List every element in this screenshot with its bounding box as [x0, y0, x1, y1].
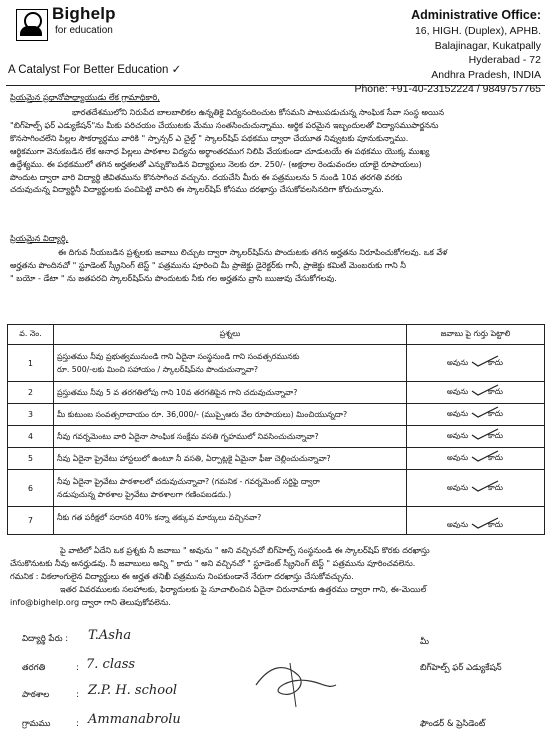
- answer-cell[interactable]: [407, 404, 545, 426]
- school-value[interactable]: Z.P. H. school: [88, 683, 178, 698]
- office-line: 16, HIGH. (Duplex), APHB.: [414, 25, 541, 37]
- text-line: అర్హతను పొందినచో " స్టూడెంట్ స్క్రీనింగ్ టెస్ట్ " పత్రమును పూరించి మీ ప్రాజెక్టు డైరెక్టర్‌కు గానీ, ప్రాజెక్టు కమిటీ మెంబరుకు గాని నీ: [10, 259, 406, 270]
- yes-option[interactable]: అవును: [446, 357, 469, 367]
- table-row: [8, 382, 545, 404]
- text-line: పై వాటిలో ఏదేని ఒక ప్రశ్నకు నీ జవాబు " అవును " అని వచ్చినచో బిగ్‌హెల్ప్ సంస్థనుండి ఈ స్కాలర్‌షిప్ కొరకు దరఖాస్తు: [60, 545, 430, 555]
- brand-subtitle: for education: [55, 25, 113, 36]
- table-row: [8, 448, 545, 470]
- tick-mark-icon: [470, 406, 500, 418]
- col-header-number: వ. నెం.: [8, 325, 54, 345]
- no-option-checked[interactable]: [478, 409, 514, 420]
- col-header-question: ప్రశ్నలు: [54, 325, 407, 345]
- question-text: ప్రస్తుతము నీవు 5 వ తరగతిలోపు గాని 10వ తరగతిపైన గాని చదువుచున్నావా?: [54, 382, 407, 404]
- question-line: నీవు ఏదైనా ప్రైవేటు పాఠశాలలో చదువుచున్నావా? (గమనిక - గవర్నమెంట్ సర్టిఫై ద్వారా: [57, 477, 320, 486]
- question-line: ప్రస్తుతము నీవు ప్రభుత్వమునుండి గాని ఏదైనా సంస్థనుండి గాని సంవత్సరమునకు: [57, 352, 300, 361]
- office-line: Hyderabad - 72: [468, 54, 541, 66]
- yes-option[interactable]: అవును: [446, 387, 469, 396]
- table-header-row: [8, 325, 545, 345]
- office-phone: Phone: +91-40-23152224 / 9849757765: [354, 83, 541, 95]
- tick-mark-icon: [470, 428, 500, 440]
- paragraph-1: [10, 106, 540, 196]
- text-line: ఆర్థికముగా వెనుకబడిన లేక అనాధ పిల్లలు పాఠశాల విద్యను అర్థాంతరముగ నిలిపి వేయకుండా చూడుటయే ఈ పథకము యొక్క ముఖ్య: [10, 145, 430, 156]
- text-line: "బిగ్‌హెల్ప్ ఫర్ ఎడ్యుకేషన్"ను మీకు పరిచయం చేయుటకు మేము సంతసించుచున్నాము. ఆర్థిక పరమైన ఇబ్బందులతో విద్యాసముపార్జనను: [10, 119, 439, 130]
- question-text: [54, 345, 407, 382]
- tick-mark-icon: [470, 480, 500, 492]
- office-title: Administrative Office:: [411, 8, 541, 22]
- question-text: నీవు ఏదైనా ప్రైవేటు హాస్టలులో ఉంటూ నీ వసతి, ఏర్పాట్లకై ఏమైనా ఫీజు చెల్లించుచున్నావా?: [54, 448, 407, 470]
- question-line: నడుపుచున్న పాఠశాల ప్రైవేటు పాఠశాలగా గణింపబడదు.): [57, 490, 232, 499]
- answer-cell[interactable]: [407, 382, 545, 404]
- text-line: " బయో - డేటా " ను జతపరచి స్కాలర్‌షిప్‌ను పొందుటకు నీకు గల అర్హతను వ్రాసి ఋజువు చేసుకోగలవు.: [10, 272, 337, 283]
- row-number: 6: [8, 470, 54, 507]
- brand-name: Bighelp: [52, 4, 116, 23]
- village-label: గ్రామము: [22, 719, 51, 729]
- row-number: 2: [8, 382, 54, 404]
- class-label: తరగతి: [22, 663, 46, 673]
- question-line: రూ. 500/-లకు మించి సహాయం / స్కాలర్‌షిప్‌ను పొందుచున్నావా?: [57, 365, 259, 374]
- question-text: మీ కుటుంబ సంవత్సరాదాయం రూ. 36,000/- (ముప్పైఆరు వేల రూపాయలు) మించియున్నదా?: [54, 404, 407, 426]
- tick-mark-icon: [470, 517, 500, 529]
- office-line: Balajinagar, Kukatpally: [434, 39, 541, 52]
- no-label: కాదు: [488, 387, 503, 396]
- colon: :: [76, 663, 79, 673]
- bighelp-logo-icon: [16, 9, 48, 41]
- row-number: 1: [8, 345, 54, 382]
- no-option-checked[interactable]: [478, 431, 514, 442]
- instructions: [10, 544, 540, 609]
- answer-cell[interactable]: [407, 470, 545, 507]
- no-label: కాదు: [488, 453, 503, 462]
- office-line: Andhra Pradesh, INDIA: [431, 68, 541, 81]
- eligibility-table: [7, 324, 545, 535]
- no-label: కాదు: [488, 409, 503, 418]
- tagline: A Catalyst For Better Education ✓: [8, 64, 182, 76]
- no-option-checked[interactable]: [478, 520, 514, 531]
- text-line: ఈ దిగువ నీయబడిన ప్రశ్నలకు జవాబు లిచ్చుట ద్వారా స్కాలర్‌షిప్‌ను పొందుటకు తగిన అర్హతను నిరూపించుకోగలవు. ఒక వేళ: [58, 247, 448, 257]
- row-number: 3: [8, 404, 54, 426]
- question-text: నీవు గవర్నమెంటు వారి ఏదైనా సాంఘిక సంక్షేమ వసతి గృహములో నివసించుచున్నావా?: [54, 426, 407, 448]
- text-line: కొనసాగించలేని పిల్లల సౌకర్యార్థము వారికి " స్పాన్సర్ ఎ చైల్డ్ " స్కాలర్‌షిప్ పథకము ద్వారా చేయూత నివ్వుటకు పూనుకున్నాము.: [10, 132, 409, 143]
- paragraph-2: [10, 246, 540, 285]
- email-line: info@bighelp.org ద్వారా గాని తెలుపుకోవలెను.: [10, 596, 171, 607]
- no-option-checked[interactable]: [478, 387, 514, 398]
- text-line: భారతదేశములోని నిరుపేద బాలబాలికల ఉన్నతికై విద్యనందించుట కోసమని పాటుపడుచున్న సాంఘిక సేవా సంస్థ అయిన: [72, 107, 445, 117]
- row-number: 7: [8, 507, 54, 535]
- student-name-value[interactable]: T.Asha: [88, 628, 132, 643]
- yes-option[interactable]: అవును: [446, 482, 469, 492]
- yes-option[interactable]: అవును: [446, 431, 469, 440]
- table-row: [8, 345, 545, 382]
- question-text: [54, 470, 407, 507]
- salutation: ప్రియమైన ప్రధానోపాధ్యాయుడు లేక గ్రామాధికారి,: [10, 92, 160, 102]
- yes-option[interactable]: అవును: [446, 453, 469, 462]
- colon: :: [76, 719, 79, 729]
- tick-mark-icon: [470, 450, 500, 462]
- school-label: పాఠశాల: [22, 690, 50, 700]
- answer-cell[interactable]: [407, 507, 545, 535]
- signoff-org: బిగ్‌హెల్ప్ ఫర్ ఎడ్యుకేషన్: [420, 663, 502, 673]
- row-number: 4: [8, 426, 54, 448]
- col-header-answer: జవాబు పై గుర్తు పెట్టాలి: [407, 325, 545, 345]
- answer-cell[interactable]: [407, 345, 545, 382]
- text-line: ఉద్దేశ్యము. ఈ పథకములో తగిన అర్హతలతో ఎన్నుకొబడిన విద్యార్థులు నెలకు రూ. 250/- (అక్షరాల రెండువందల యాభై రూపాయలు): [10, 158, 422, 169]
- no-label: కాదు: [488, 520, 503, 529]
- text-line: చదువుచున్న విద్యార్థినీ విద్యార్థులకు పంచిపెట్టి వారిని ఈ స్కాలర్‌షిప్ కోసము దరఖాస్తు చేసుకోవలసినదిగా కోరుచున్నాను.: [10, 184, 384, 195]
- office-address: [354, 6, 541, 97]
- table-row: [8, 426, 545, 448]
- question-text: నీకు గత పరీక్షలో సరాసరి 40% కన్నా తక్కువ మార్కులు వచ్చినవా?: [54, 507, 407, 535]
- no-label: కాదు: [488, 357, 503, 367]
- colon: :: [76, 690, 79, 700]
- class-value[interactable]: 7. class: [86, 657, 136, 672]
- header-divider: [6, 85, 545, 86]
- note-line: గమనిక : వికలాంగులైన విద్యార్థులు ఈ అర్హత తనిఖీ పత్రమును నింపకుండానే నేరుగా దరఖాస్తు చేసుకోవచ్చును.: [10, 570, 354, 581]
- student-greeting: ప్రియమైన విద్యార్థి,: [10, 233, 69, 243]
- no-option-checked[interactable]: [478, 453, 514, 464]
- yes-option[interactable]: అవును: [446, 520, 469, 529]
- tick-mark-icon: [470, 355, 500, 367]
- answer-cell[interactable]: [407, 426, 545, 448]
- student-name-label: విద్యార్థి పేరు :: [22, 634, 69, 644]
- village-value[interactable]: Ammanabrolu: [88, 712, 181, 727]
- signature-scribble: [250, 655, 340, 710]
- row-number: 5: [8, 448, 54, 470]
- text-line: చేసుకొనుటకు నీవు అనర్హుడవు. నీ జవాబులు అన్ని " కాదు " అని వచ్చినచో " స్టూడెంట్ స్క్రీనింగ్ టెస్ట్ " పత్రమును పూరించవలెను.: [10, 557, 416, 568]
- signoff-yours: మీ: [420, 637, 429, 647]
- table-row: [8, 470, 545, 507]
- yes-option[interactable]: అవును: [446, 409, 469, 418]
- text-line: ఇతర వివరములకు సలహాలకు, ఫిర్యాదులకు పై సూచాలించిన ఏదైనా చిరునామాకు ఉత్తరము ద్వారా గాని, ఈ-మెయిల్: [60, 583, 427, 594]
- signoff-role: ఫౌండర్ & ప్రెసిడెంట్: [420, 719, 486, 729]
- answer-cell[interactable]: [407, 448, 545, 470]
- no-label: కాదు: [488, 482, 503, 492]
- no-option-checked[interactable]: [478, 358, 514, 369]
- table-row: [8, 507, 545, 535]
- table-row: [8, 404, 545, 426]
- tick-mark-icon: [470, 384, 500, 396]
- no-option-checked[interactable]: [478, 483, 514, 494]
- no-label: కాదు: [488, 431, 503, 440]
- text-line: పొందుట ద్వారా వారి విద్యార్థి జీవితమును కొనసాగించ వచ్చును. దయచేసి మీరు ఈ పత్రములను 5 నుండి 10వ తరగతి వరకు: [10, 171, 403, 182]
